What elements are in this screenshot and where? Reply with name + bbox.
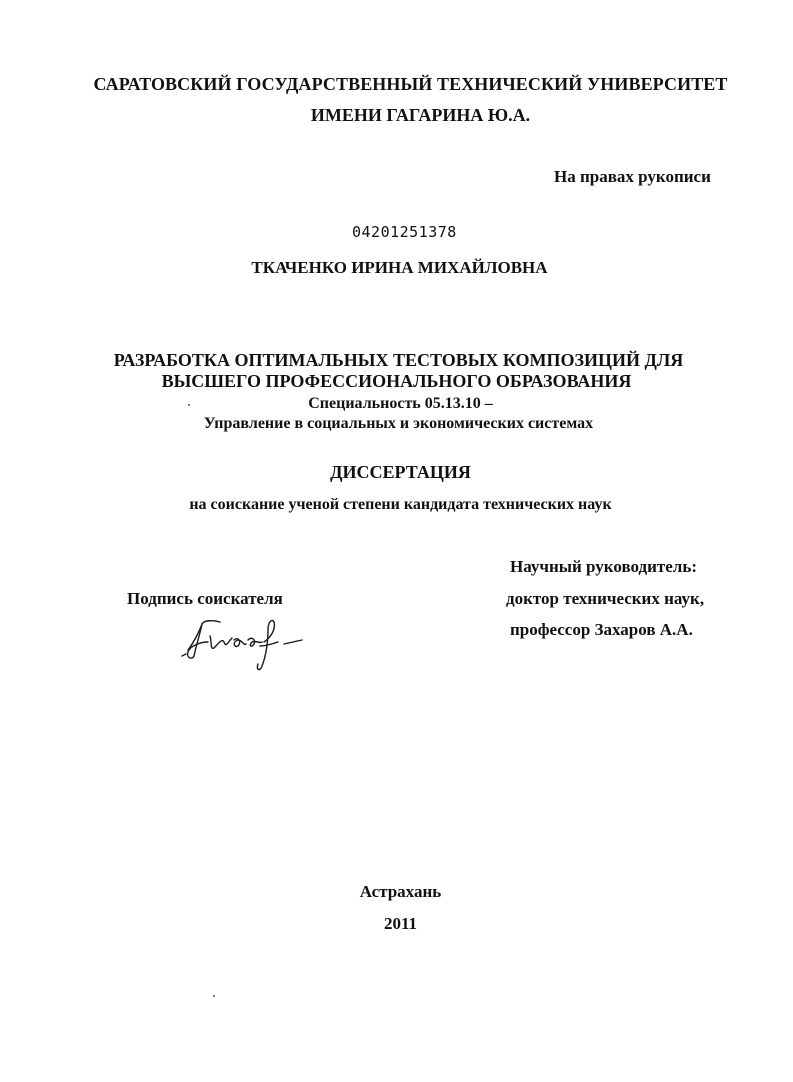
specialty-code: Специальность 05.13.10 –: [308, 395, 493, 412]
document-type: ДИССЕРТАЦИЯ: [330, 462, 471, 482]
author-name: ТКАЧЕНКО ИРИНА МИХАЙЛОВНА: [251, 258, 548, 277]
dissertation-title-line1: РАЗРАБОТКА ОПТИМАЛЬНЫХ ТЕСТОВЫХ КОМПОЗИЦИЙ ДЛЯ: [113, 350, 684, 370]
university-name-line1: САРАТОВСКИЙ ГОСУДАРСТВЕННЫЙ ТЕХНИЧЕСКИЙ УНИВЕРСИТЕТ: [93, 74, 728, 94]
manuscript-note: На правах рукописи: [554, 167, 711, 186]
year: 2011: [383, 914, 418, 933]
scan-speck: [188, 404, 190, 406]
signature-label: Подпись соискателя: [127, 589, 283, 608]
university-name-line2: ИМЕНИ ГАГАРИНА Ю.А.: [310, 105, 531, 125]
handwritten-signature: [180, 612, 320, 674]
city: Астрахань: [359, 882, 442, 901]
scan-speck: [213, 995, 215, 997]
advisor-name: профессор Захаров А.А.: [510, 620, 693, 639]
advisor-label: Научный руководитель:: [510, 557, 697, 576]
advisor-degree: доктор технических наук,: [506, 589, 705, 608]
dissertation-title-line2: ВЫСШЕГО ПРОФЕССИОНАЛЬНОГО ОБРАЗОВАНИЯ: [161, 371, 632, 391]
specialty-name: Управление в социальных и экономических системах: [203, 415, 594, 432]
degree-description: на соискание ученой степени кандидата технических наук: [189, 496, 612, 513]
catalog-code: 04201251378: [352, 223, 457, 241]
